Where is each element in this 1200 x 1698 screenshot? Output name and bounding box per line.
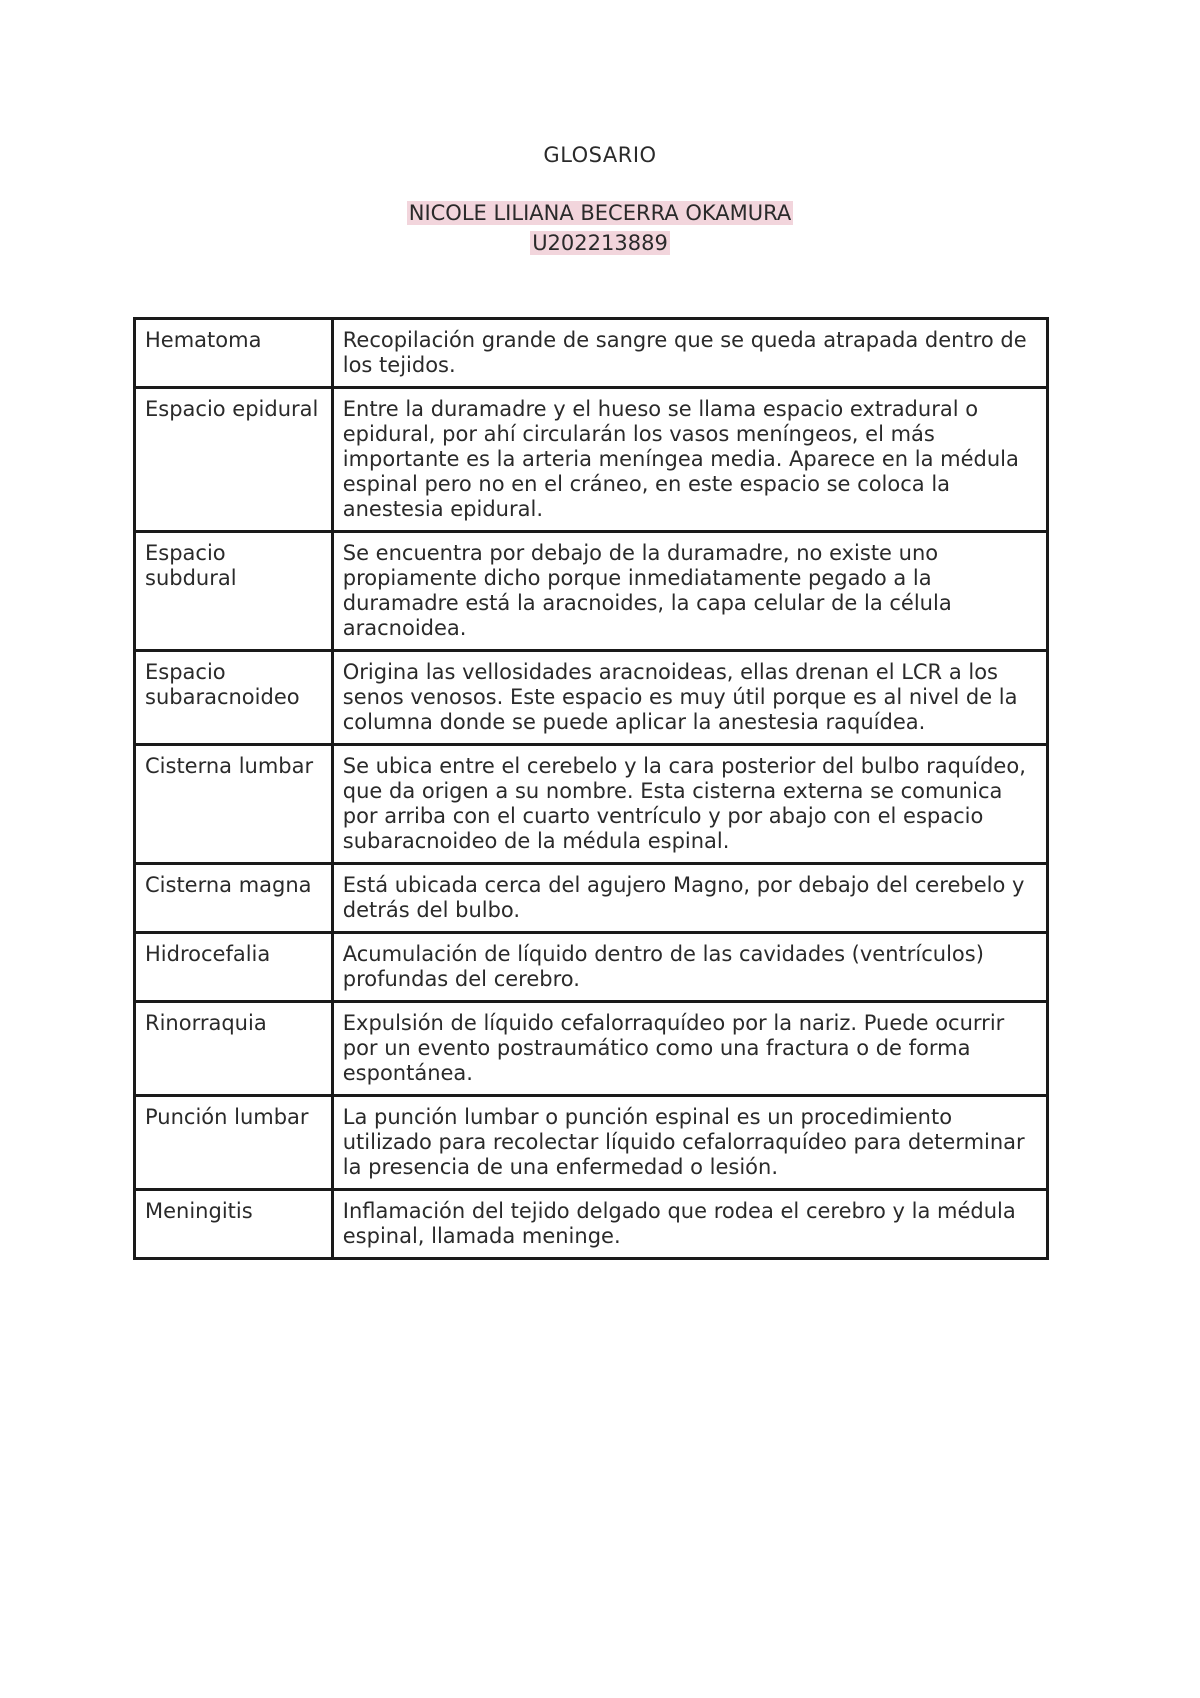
- term-cell: Meningitis: [135, 1190, 333, 1259]
- student-code: U202213889: [532, 231, 668, 255]
- term-cell: Hidrocefalia: [135, 933, 333, 1002]
- glossary-table: [133, 317, 1049, 1260]
- definition-cell: Se ubica entre el cerebelo y la cara posterior del bulbo raquídeo, que da origen a su nombre. Esta cisterna externa se comunica por arriba con el cuarto ventrículo y por abajo con el espacio subaracnoideo de la médula espinal.: [332, 745, 1047, 864]
- definition-cell: Origina las vellosidades aracnoideas, ellas drenan el LCR a los senos venosos. Este espacio es muy útil porque es al nivel de la columna donde se puede aplicar la anestesia raquídea.: [332, 651, 1047, 745]
- table-row: [135, 933, 1048, 1002]
- author-name: NICOLE LILIANA BECERRA OKAMURA: [408, 201, 792, 225]
- table-row: [135, 1096, 1048, 1190]
- term-cell: Espacio epidural: [135, 388, 333, 532]
- table-row: [135, 1190, 1048, 1259]
- definition-cell: Se encuentra por debajo de la duramadre, no existe uno propiamente dicho porque inmediatamente pegado a la duramadre está la aracnoides, la capa celular de la célula aracnoidea.: [332, 532, 1047, 651]
- table-row: [135, 388, 1048, 532]
- definition-cell: Inflamación del tejido delgado que rodea el cerebro y la médula espinal, llamada meninge.: [332, 1190, 1047, 1259]
- term-cell: Espacio subdural: [135, 532, 333, 651]
- table-row: [135, 651, 1048, 745]
- author-block: [0, 198, 1200, 258]
- table-row: [135, 319, 1048, 388]
- table-row: [135, 864, 1048, 933]
- term-cell: Espacio subaracnoideo: [135, 651, 333, 745]
- definition-cell: Está ubicada cerca del agujero Magno, por debajo del cerebelo y detrás del bulbo.: [332, 864, 1047, 933]
- table-row: [135, 532, 1048, 651]
- table-row: [135, 1002, 1048, 1096]
- table-row: [135, 745, 1048, 864]
- definition-cell: La punción lumbar o punción espinal es un procedimiento utilizado para recolectar líquido cefalorraquídeo para determinar la presencia de una enfermedad o lesión.: [332, 1096, 1047, 1190]
- definition-cell: Acumulación de líquido dentro de las cavidades (ventrículos) profundas del cerebro.: [332, 933, 1047, 1002]
- definition-cell: Expulsión de líquido cefalorraquídeo por la nariz. Puede ocurrir por un evento postraumático como una fractura o de forma espontánea.: [332, 1002, 1047, 1096]
- term-cell: Hematoma: [135, 319, 333, 388]
- term-cell: Cisterna lumbar: [135, 745, 333, 864]
- term-cell: Cisterna magna: [135, 864, 333, 933]
- definition-cell: Recopilación grande de sangre que se queda atrapada dentro de los tejidos.: [332, 319, 1047, 388]
- page-title: GLOSARIO: [543, 143, 657, 167]
- term-cell: Rinorraquia: [135, 1002, 333, 1096]
- definition-cell: Entre la duramadre y el hueso se llama espacio extradural o epidural, por ahí circularán los vasos meníngeos, el más importante es la arteria meníngea media. Aparece en la médula espinal pero no en el cráneo, en este espacio se coloca la anestesia epidural.: [332, 388, 1047, 532]
- term-cell: Punción lumbar: [135, 1096, 333, 1190]
